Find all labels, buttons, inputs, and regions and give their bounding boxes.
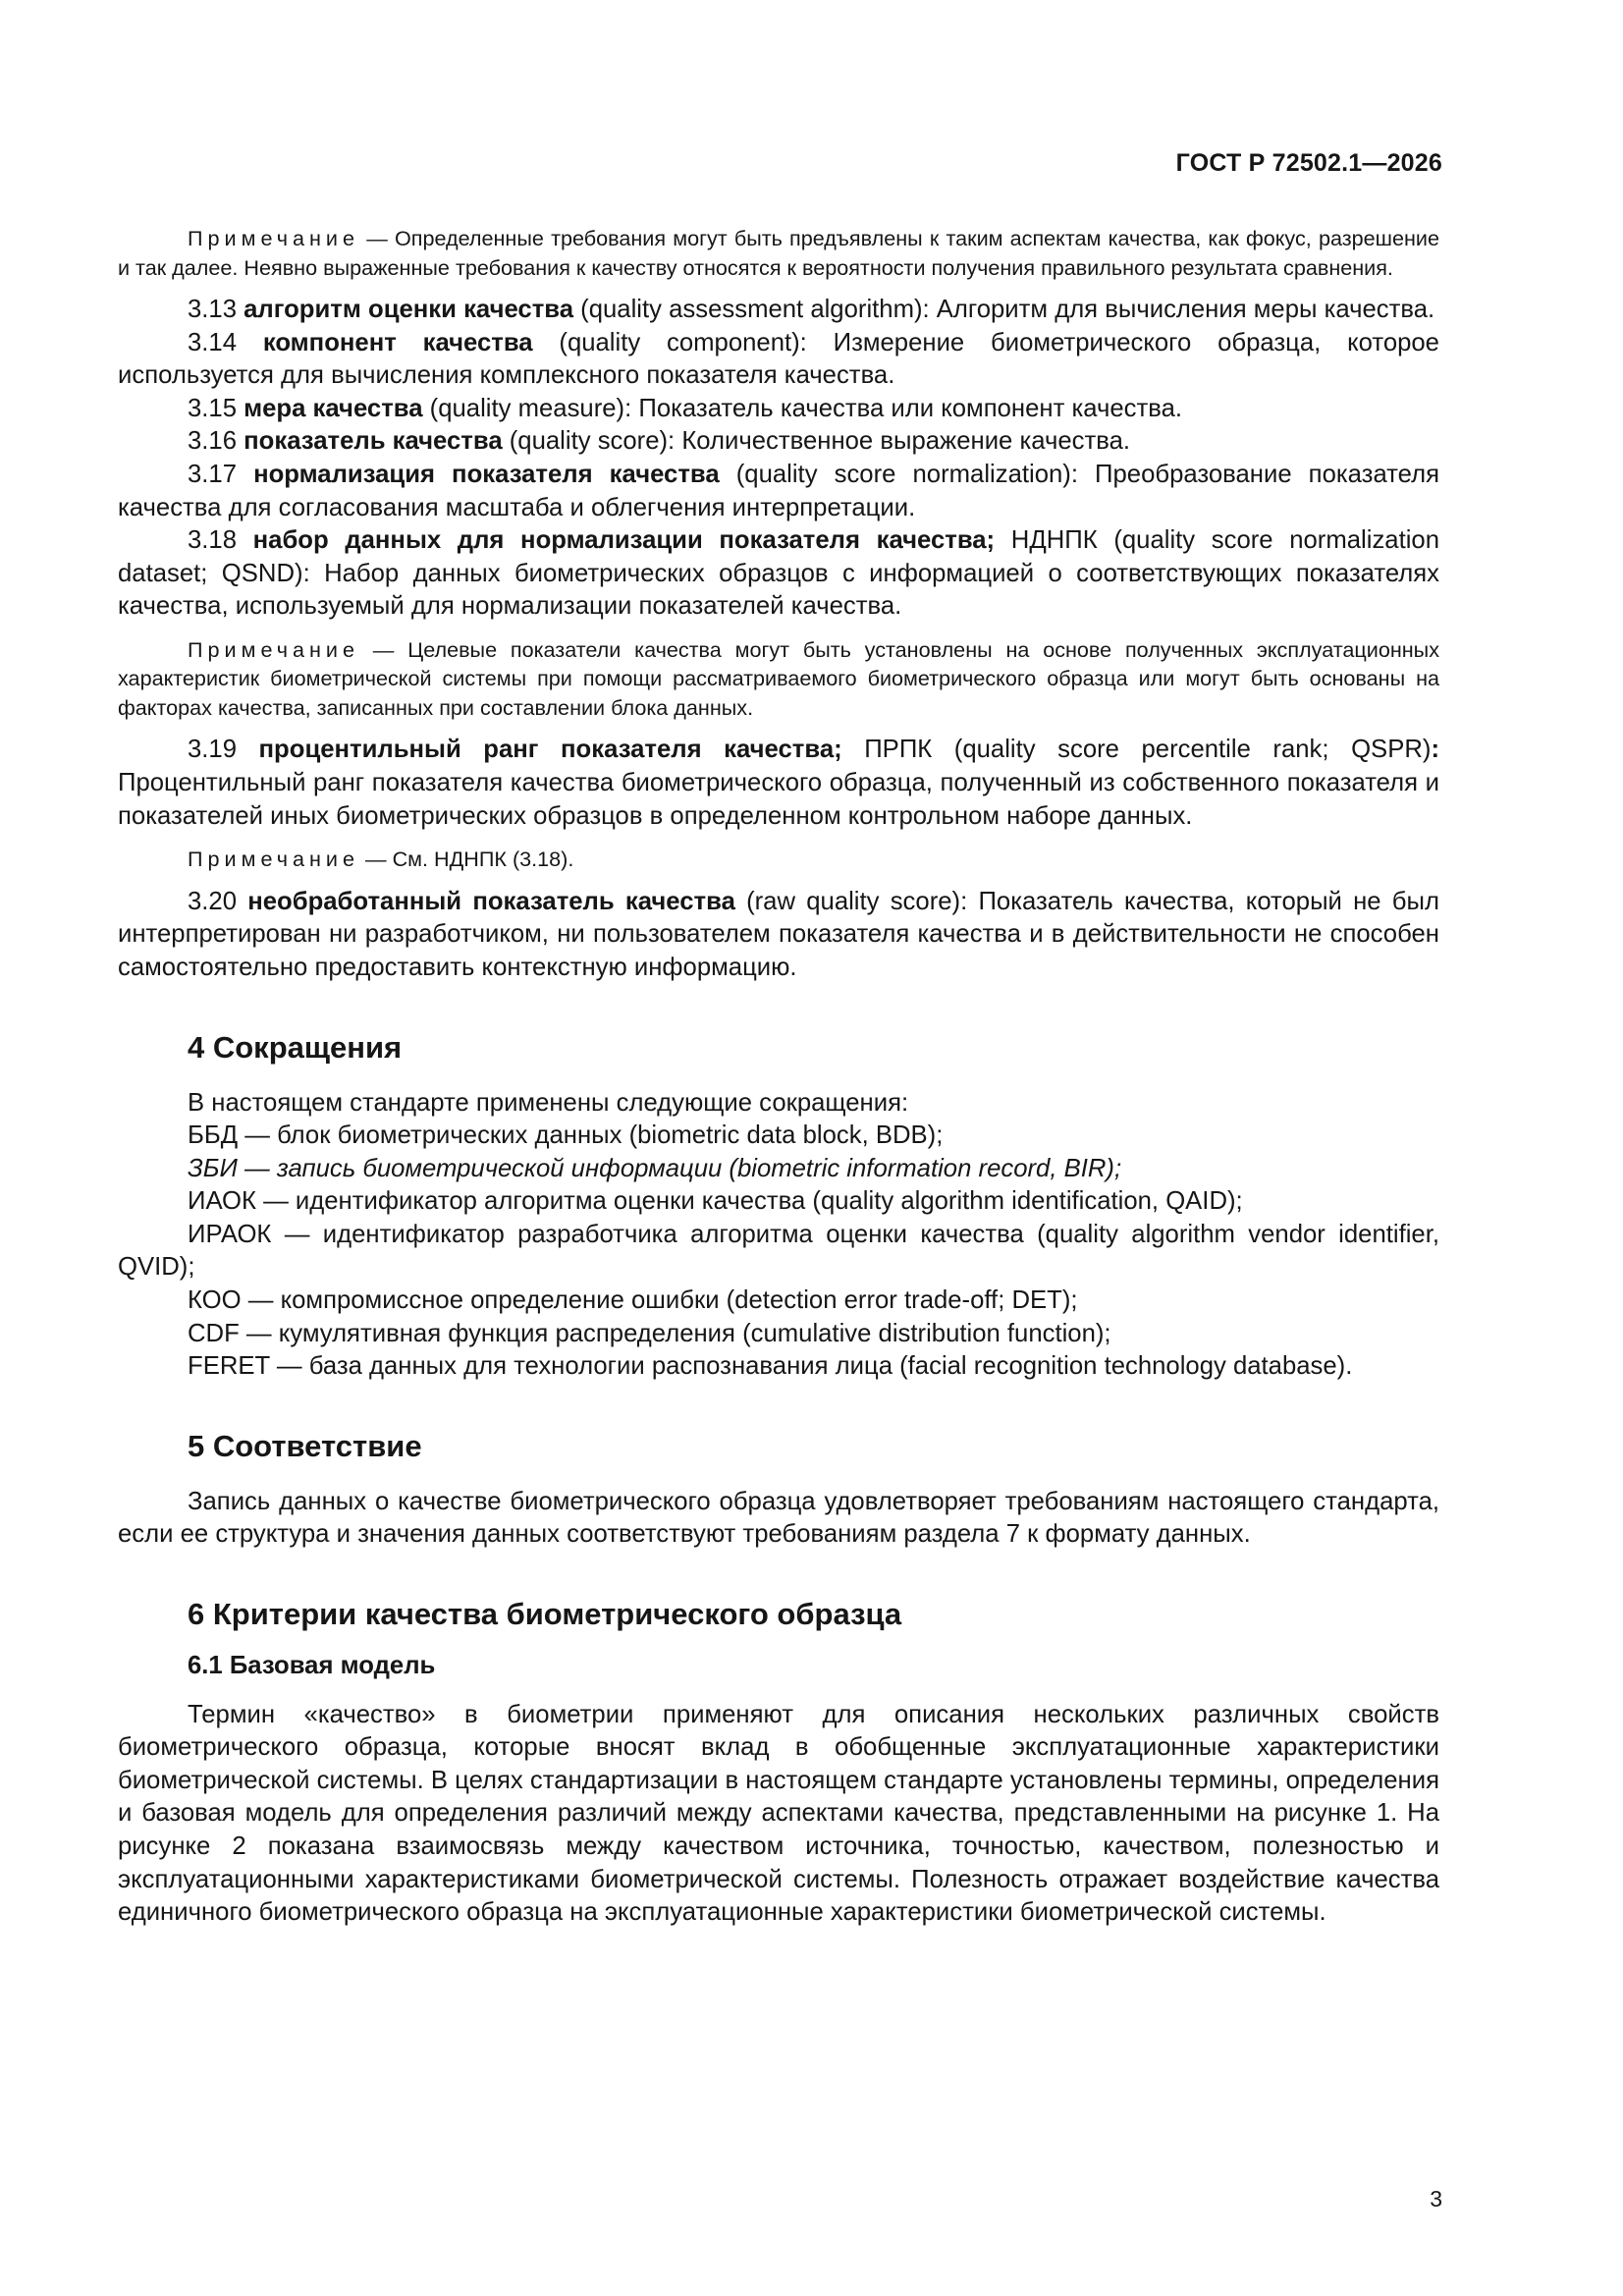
standard-designation: ГОСТ Р 72502.1—2026 — [1175, 149, 1442, 177]
note-text: — Определенные требования могут быть предъявлены к таким аспектам качества, как фокус, разрешение и так далее. Неявно выраженные требования к качеству относятся к вероятности получения правильного результата сравнения. — [118, 226, 1439, 280]
abbreviation-item — [118, 1153, 1439, 1186]
term-number: 3.17 — [188, 460, 254, 488]
term-definition: (quality score): Количественное выражение качества. — [502, 427, 1131, 456]
abbreviation-item — [118, 1318, 1439, 1351]
section-4-heading: 4 Сокращения — [188, 1029, 403, 1065]
section-6-heading: 6 Критерии качества биометрического образца — [188, 1597, 902, 1632]
note-3-12 — [118, 224, 1439, 282]
term-3-20 — [118, 886, 1439, 985]
note-label: Примечание — [188, 226, 359, 250]
term-number: 3.16 — [188, 427, 244, 456]
term-definition: НДНПК (quality score normalization dataset; QSND): Набор данных биометрических образцов с информацией о соответствующих показателях качества, используемый для нормализации показателей качества. — [118, 526, 1439, 621]
note-text: — Целевые показатели качества могут быть установлены на основе полученных эксплуатационных характеристик биометрической системы при помощи рассматриваемого биометрического образца или могут быть основаны на факторах качества, записанных при составлении блока данных. — [118, 636, 1439, 720]
term-abbreviation: ПРПК (quality score percentile rank; QSPR) — [841, 736, 1432, 764]
term-name: мера качества — [243, 394, 423, 422]
abbreviations-intro-text: В настоящем стандарте применены следующие сокращения: — [188, 1088, 909, 1117]
term-name: набор данных для нормализации показателя качества; — [252, 526, 996, 555]
term-number: 3.20 — [188, 887, 248, 915]
subsection-6-1-text — [118, 1699, 1439, 1930]
term-number: 3.19 — [188, 736, 259, 764]
abbreviation-text: КОО — компромиссное определение ошибки (detection error trade-off; DET); — [188, 1286, 1078, 1315]
section-5-text — [118, 1486, 1439, 1552]
abbreviation-item — [118, 1219, 1439, 1285]
abbreviation-text: ББД — блок биометрических данных (biometric data block, BDB); — [188, 1121, 944, 1150]
term-definition: (quality measure): Показатель качества или компонент качества. — [422, 394, 1183, 422]
term-number: 3.14 — [188, 328, 263, 356]
abbreviation-item — [118, 1185, 1439, 1219]
term-3-18 — [118, 524, 1439, 624]
note-text: — См. НДНПК (3.18). — [359, 847, 574, 872]
note-label: Примечание — [188, 847, 359, 872]
term-definition: (raw quality score): Показатель качества, который не был интерпретирован ни разработчиком, ни пользователем показателя качества и в действительности не способен самостоятельно предоставить контекстную информацию. — [118, 887, 1439, 981]
term-colon: : — [1431, 736, 1439, 764]
abbreviation-text: ИАОК — идентификатор алгоритма оценки качества (quality algorithm identification, QAID); — [188, 1187, 1243, 1216]
term-number: 3.15 — [188, 394, 244, 422]
term-name: процентильный ранг показателя качества; — [258, 736, 842, 764]
term-name: нормализация показателя качества — [253, 460, 720, 488]
term-number: 3.18 — [188, 526, 253, 555]
section-5-paragraph: Запись данных о качестве биометрического образца удовлетворяет требованиям настоящего стандарта, если ее структура и значения данных соответствуют требованиям раздела 7 к формату данных. — [118, 1487, 1439, 1549]
term-3-13 — [118, 294, 1439, 327]
abbreviation-item — [118, 1120, 1439, 1153]
term-name: необработанный показатель качества — [247, 887, 735, 915]
abbreviation-text: CDF — кумулятивная функция распределения (cumulative distribution function); — [188, 1319, 1111, 1347]
abbreviations-intro — [118, 1087, 1439, 1121]
term-definition: (quality assessment algorithm): Алгоритм для вычисления меры качества. — [573, 296, 1435, 323]
page-number: 3 — [1430, 2186, 1442, 2212]
section-5-heading: 5 Соответствие — [188, 1428, 422, 1463]
term-definition: Процентильный ранг показателя качества биометрического образца, полученный из собственного показателя и показателей иных биометрических образцов в определенном контрольном наборе данных. — [118, 769, 1439, 830]
term-name: показатель качества — [243, 427, 503, 456]
note-3-19 — [118, 845, 1439, 874]
page-content — [118, 224, 1439, 1930]
term-3-17 — [118, 459, 1439, 524]
abbreviation-text: ЗБИ — запись биометрической информации (biometric information record, BIR); — [188, 1154, 1122, 1182]
term-3-16 — [118, 425, 1439, 459]
term-name: алгоритм оценки качества — [243, 296, 574, 323]
term-3-14 — [118, 327, 1439, 393]
abbreviation-item — [118, 1285, 1439, 1318]
note-label: Примечание — [188, 636, 359, 662]
term-number: 3.13 — [188, 296, 244, 323]
abbreviation-text: FERET — база данных для технологии распознавания лица (facial recognition technology database). — [188, 1352, 1353, 1381]
term-name: компонент качества — [262, 328, 533, 356]
note-3-18 — [118, 635, 1439, 723]
term-3-15 — [118, 393, 1439, 426]
subsection-6-1-paragraph: Термин «качество» в биометрии применяют для описания нескольких различных свойств биометрического образца, которые вносят вклад в обобщенные эксплуатационные характеристики биометрической системы. В целях стандартизации в настоящем стандарте установлены термины, определения и базовая модель для определения различий между аспектами качества, представленными на рисунке 1. На рисунке 2 показана взаимосвязь между качеством источника, точностью, качеством, полезностью и эксплуатационными характеристиками биометрической системы. Полезность отражает воздействие качества единичного биометрического образца на эксплуатационные характеристики биометрической системы. — [118, 1700, 1439, 1927]
term-definition: (quality score normalization): Преобразование показателя качества для согласования масштаба и облегчения интерпретации. — [118, 460, 1439, 521]
term-3-19 — [118, 734, 1439, 833]
abbreviation-text: ИРАОК — идентификатор разработчика алгоритма оценки качества (quality algorithm vendor identifier, QVID); — [118, 1220, 1439, 1282]
abbreviation-item — [118, 1350, 1439, 1384]
term-definition: (quality component): Измерение биометрического образца, которое используется для вычисления комплексного показателя качества. — [118, 328, 1439, 390]
subsection-6-1-heading: 6.1 Базовая модель — [188, 1652, 436, 1680]
